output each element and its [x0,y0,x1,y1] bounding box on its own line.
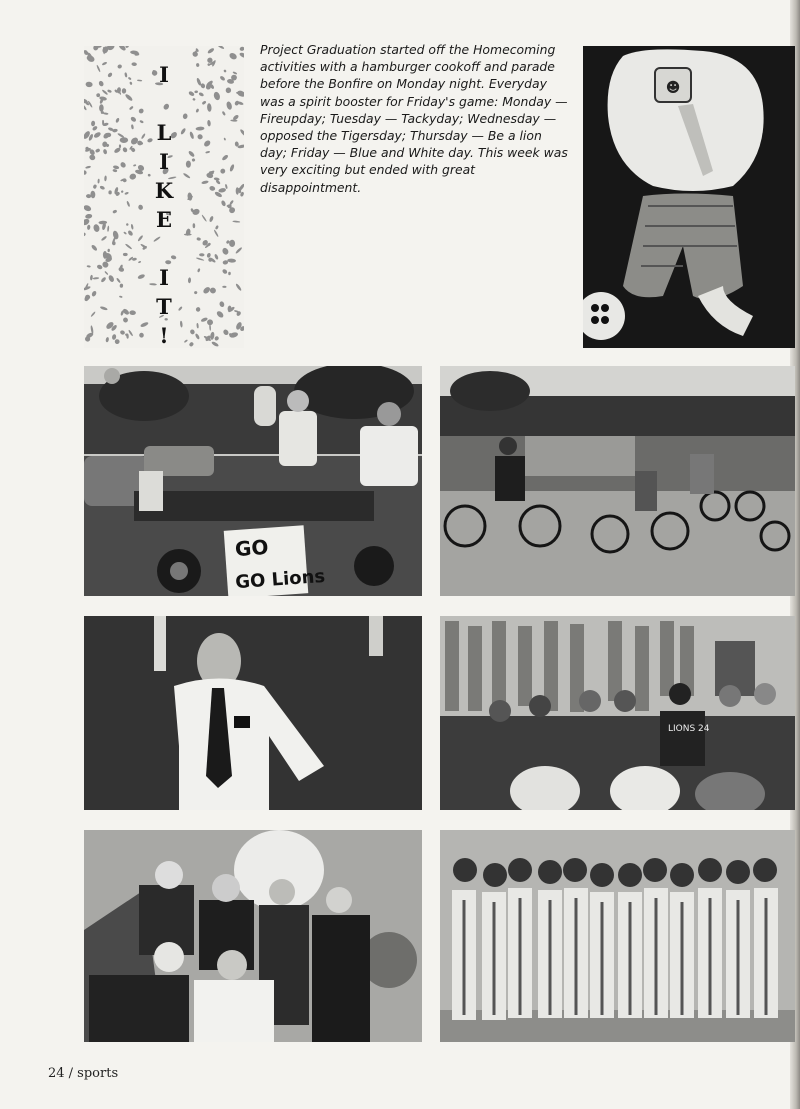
speckle-dot [182,113,188,119]
speckle-dot [207,120,211,127]
speckle-dot [90,311,96,317]
speckle-dot [197,133,204,140]
speckle-dot [215,225,219,230]
speckle-dot [112,334,117,340]
speckle-dot [103,149,108,155]
speckle-dot [131,224,134,230]
speckle-dot [195,333,201,340]
mum-display-scene [440,616,795,810]
speckle-dot [229,332,239,339]
speckle-dot [222,111,226,116]
speckle-dot [91,121,95,127]
speckle-dot [209,185,216,191]
speckle-dot [210,332,215,341]
speckle-dot [120,137,128,143]
speckle-dot [127,230,134,237]
speckle-dot [219,168,226,175]
speckle-dot [84,170,87,174]
speckle-dot [96,65,101,73]
speckle-dot [201,214,207,222]
speckle-dot [186,161,191,168]
speckle-dot [194,291,198,295]
speckle-dot [214,335,220,341]
headline-letter: I [159,149,169,174]
speckle-dot [116,87,121,94]
speckle-dot [180,321,183,328]
speckle-dot [197,268,201,273]
speckle-dot [98,80,104,87]
speckle-dot [221,154,229,161]
speckle-dot [106,133,111,137]
speckle-dot [84,104,87,111]
lion-football-player-drawing-icon [583,46,795,348]
speckle-dot [228,272,231,275]
speckle-dot [119,161,126,169]
speckle-dot [193,223,196,228]
speckle-dot [84,204,92,212]
headline-block [84,46,244,348]
speckle-dot [84,232,86,236]
intro-paragraph: Project Graduation started off the Homecoming activities with a hamburger cookoff and parade before the Bonfire on Monday night. Everyday was a spirit booster for Friday's game: Monday — Fireupday; Tuesday — Tackyday; Wednesday — opposed the Tigersday; Thursday — Be a lion day; Friday — Blue and White day. This week was very exciting but ended with great disappointment. [260,42,568,195]
headline-letter: ! [159,323,169,348]
speckle-dot [93,277,100,280]
speckle-dot [239,52,244,59]
speckle-dot [123,231,127,235]
speckle-dot [93,184,98,189]
speckle-dot [122,88,127,94]
speckle-dot [98,221,107,225]
speckle-dot [105,337,109,343]
speckle-dot [209,287,217,294]
mum-display-photo [440,616,795,810]
speckle-dot [231,75,237,81]
speckle-dot [99,104,104,111]
speckle-dot [91,244,98,252]
headline-letter [160,93,167,114]
speckle-dot [214,254,219,261]
speckle-dot [195,307,200,313]
speckle-dot [124,93,133,102]
speckle-dot [108,274,115,283]
speckle-dot [97,179,99,184]
speckle-dot [226,101,233,110]
speckle-dot [211,341,219,347]
speckle-dot [90,275,93,281]
speckle-dot [196,237,201,241]
speckle-dot [183,172,191,179]
speckle-dot [188,150,196,158]
lion-day-group-photo [84,830,422,1042]
speckle-dot [131,62,137,66]
parade-float-photo [84,366,422,596]
speckle-dot [189,131,195,139]
speckle-dot [108,190,112,194]
speckle-dot [205,151,210,154]
speckle-dot [138,204,144,210]
speckle-dot [184,339,188,343]
speckle-dot [104,271,108,275]
speckle-dot [122,147,128,153]
speckle-dot [206,252,211,258]
speckle-dot [203,139,212,148]
speckle-dot [85,213,93,219]
headline-letter: I [159,62,169,87]
speckle-dot [128,329,134,336]
speckle-dot [189,341,195,347]
speckle-dot [118,46,127,52]
mum-girls-photo [440,830,795,1042]
speckle-dot [129,81,132,85]
speckle-dot [202,100,207,105]
speckle-dot [222,268,229,274]
speckle-dot [218,187,226,193]
headline-letter: K [154,178,174,203]
speckle-dot [117,64,123,69]
speckle-dot [123,317,129,323]
speckle-dot [138,261,141,264]
speckle-dot [126,223,129,226]
speckle-dot [107,72,113,78]
speckle-dot [184,234,192,236]
speckle-dot [188,90,195,96]
svg-text:☻: ☻ [665,80,681,96]
speckle-dot [200,317,208,323]
speckle-dot [195,108,199,113]
speckle-dot [112,169,117,173]
speckle-dot [99,185,105,190]
parade-float-scene [84,366,422,596]
speckle-dot [112,209,117,214]
headline-letter: L [156,120,172,145]
speckle-dot [119,283,123,288]
speckle-dot [141,133,146,139]
speckle-dot [85,165,91,169]
speckle-dot [189,329,195,335]
speckle-dot [107,226,109,232]
speckle-dot [129,310,136,315]
speckle-dot [96,93,100,97]
speckle-dot [114,339,120,345]
speckle-dot [192,98,195,101]
speckle-dot [90,325,94,334]
speckle-dot [209,324,211,331]
speckle-dot [129,106,134,111]
speckle-dot [137,235,143,242]
speckle-dot [225,184,228,189]
go-lions-sign-text: GO Lions [234,565,326,594]
jersey-text: LIONS 24 [668,724,710,734]
speckle-dot [137,273,145,279]
speckle-dot [223,137,226,140]
speckle-dot [225,87,231,93]
students-with-face-paint-icon [84,830,422,1042]
speckle-dot [191,158,195,162]
speckle-dot [199,253,204,256]
speckle-dot [93,224,101,233]
speckle-dot [100,276,106,283]
speckle-dot [93,131,102,139]
speckle-dot [202,286,211,295]
speckle-dot [92,46,99,51]
speckle-dot [195,126,204,130]
speckle-dot [219,75,225,81]
speckle-dot [214,177,220,181]
speckle-dot [216,310,225,319]
speckle-dot [87,225,91,231]
speckle-dot [99,96,107,101]
speckle-dot [232,220,240,222]
speckle-dot [196,323,199,329]
speckle-dot [107,249,110,253]
speckle-dot [101,235,108,241]
speckle-dot [209,216,214,223]
speckle-dot [86,194,91,198]
speckle-dot [201,180,209,185]
speckle-dot [119,144,121,148]
speckle-dot [129,173,137,181]
speckle-dot [239,129,244,137]
speckle-dot [217,46,225,50]
speckle-dot [112,230,119,240]
speckle-dot [96,264,103,270]
speckle-dot [90,191,95,199]
speckle-dot [207,47,215,54]
svg-text:GO: GO [234,534,270,562]
speckle-dot [188,277,191,283]
speckle-dot [221,200,227,207]
speckle-dot [196,63,200,67]
speckle-dot [123,253,128,256]
speckle-dot [239,46,244,51]
speckle-dot [139,120,144,124]
headline-letter: T [156,294,172,319]
speckle-dot [128,77,132,81]
speckle-dot [124,72,127,77]
speckle-dot [126,201,130,208]
speckle-dot [229,164,235,172]
speckle-dot [102,61,108,66]
speckle-dot [137,79,142,81]
speckle-dot [228,52,238,61]
speckle-dot [219,301,225,308]
speckle-dot [124,191,129,195]
speckle-dot [119,295,123,298]
speckle-dot [213,229,219,237]
speckle-dot [139,332,145,338]
speckle-dot [222,329,229,337]
speckle-dot [87,265,91,268]
speckle-dot [180,127,186,135]
speckle-dot [194,90,198,93]
speckle-dot [235,283,242,291]
bicycles-icon [440,366,795,596]
speckle-dot [107,89,112,93]
speckle-dot [104,175,107,181]
speckle-dot [131,124,134,129]
speckle-dot [222,286,226,288]
speckle-dot [232,71,237,75]
speckle-dot [125,243,133,250]
speckle-dot [113,165,120,170]
speckle-dot [85,81,92,87]
teacher-photo [84,616,422,810]
headline [148,64,180,348]
speckle-dot [133,164,136,167]
page-folio: 24 / sports [48,1066,119,1081]
speckle-dot [115,117,120,123]
girls-with-homecoming-mums-icon [440,830,795,1042]
headline-letter [160,238,167,259]
speckle-dot [91,290,97,297]
speckle-dot [125,46,129,48]
speckle-dot [121,190,124,193]
speckle-dot [235,247,243,255]
bike-parade-photo [440,366,795,596]
speckle-dot [130,116,137,123]
speckle-dot [198,92,204,97]
speckle-dot [138,108,145,115]
headline-letter: E [155,207,172,232]
speckle-dot [221,247,229,256]
speckle-dot [95,148,101,153]
headline-letter: I [159,265,169,290]
speckle-dot [196,257,205,261]
man-in-tie-icon [84,616,422,810]
speckle-dot [101,89,108,95]
speckle-dot [227,258,236,263]
speckle-dot [112,241,115,245]
speckle-dot [207,103,212,112]
mascot-drawing-photo [583,46,795,348]
speckle-dot [223,69,227,73]
speckle-dot [213,91,221,101]
speckle-dot [119,330,125,336]
speckle-dot [229,240,235,247]
speckle-dot [100,306,108,311]
speckle-dot [116,277,121,283]
